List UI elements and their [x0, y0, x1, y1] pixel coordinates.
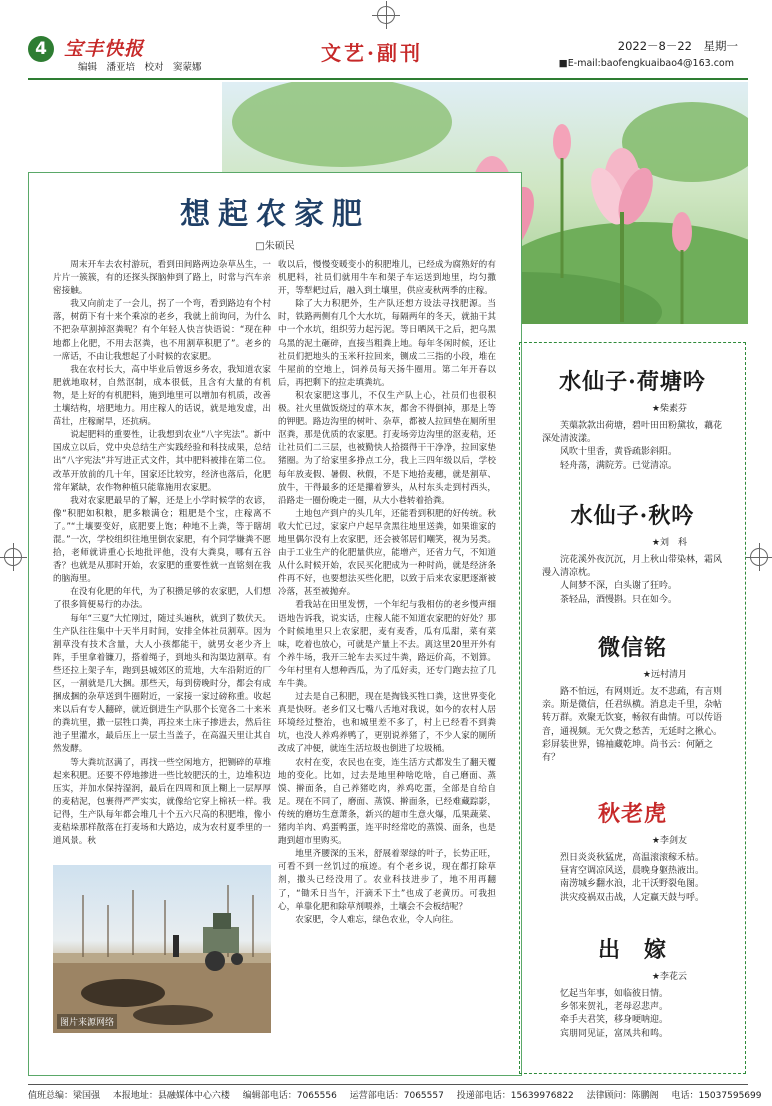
paragraph: 在没有化肥的年代，为了积攒足够的农家肥，人们想了很多简便易行的办法。: [53, 587, 271, 611]
poem: [520, 365, 745, 473]
footer-item: 编辑部电话：7065556: [242, 1091, 337, 1101]
registration-mark: [750, 548, 768, 566]
poem-line: 洪灾疫祸双击战，人定赢天鼓与呼。: [560, 892, 705, 903]
poem-line: 轻舟荡，满院芳。已觉清凉。: [560, 460, 678, 471]
poem-author: ★李花云: [651, 972, 687, 982]
paragraph: 除了大力积肥外，生产队还想方设法寻找肥源。当时，铁路两侧有几个大水坑，每隔两年的冬天，就抽干其中一个水坑，组织劳力起污泥。等日晒风干之后，把乌黑乌黑的泥土砸碎，直接当粗粪上地。每年冬闲时候，还让社员们把地头的玉米秆拉回来，铡成二三指的小段，堆在牛屋前的空地上，饲养员每天扬牛圈用。第二年开春以后，再把剩下的拉走填粪坑。: [278, 299, 496, 388]
poem-line: 茶轻品，酒慢斟。只在如今。: [560, 594, 678, 605]
footer-item: 电话：15037595699: [671, 1091, 762, 1101]
paragraph: 等大粪坑沤满了，再找一些空闲地方，把铡碎的草堆起来积肥。还要不停地掺进一些比较肥沃的土，边堆积边压实，并加水保持湿润，最后在四周和顶上糊上一层厚厚的麦秸泥，包裹得严严实实，就像给它穿上棉袄一样。我记得，生产队每年都会堆几十个五六尺高的积肥堆，像小麦秸垛那样散落在打麦场和大路边，成为农村夏季里的一道风景。秋: [53, 757, 271, 847]
poem-author: ★刘 科: [651, 538, 687, 548]
paragraph: 我在农村长大，高中毕业后曾返乡务农，我知道农家肥就地取材，自然沤制，成本很低，且含有大量的有机物，是上好的有机肥料，施到地里可以增加有机质，改善土壤结构，培肥地力。用庄稼人的话说，就是地发虚，出苗壮，庄稼耐旱，还抗病。: [53, 364, 271, 428]
poem-line: 乡邻来贺礼，老母忍悲声。: [560, 1002, 669, 1013]
poem-body: [542, 988, 729, 1041]
staff-credits: 编辑 潘亚培 校对 窦蒙娜: [78, 62, 202, 73]
paragraph: 农村在变，农民也在变，连生活方式都发生了翻天覆地的变化。比如，过去是地里种啥吃啥，自己磨面、蒸馍、擀面条，自己养猪吃肉，养鸡吃蛋，全部是自给自足。现在不同了，磨面、蒸馍、擀面条，已经难藏踪影，传统的磨坊生意萧条，新兴的超市生意火爆，瓜果蔬菜、猪肉羊肉、鸡蛋鸭蛋，连平时经常吃的蒸馍、面条，也是跑到超市里购买。: [278, 757, 496, 847]
tractor-illustration: [53, 865, 271, 1033]
poem-line: 忆起当年事，如临彼日情。: [560, 989, 669, 999]
poem-line: 昼宵空调凉风送，晨晚身躯热液出。: [560, 866, 705, 877]
poem-line: 南涝城乡翻水浪，北干沃野裂龟图。: [560, 879, 705, 890]
paragraph: 过去是自己积肥，现在是掏钱买牲口粪，这世界变化真是快呀。老乡们又七嘴八舌地对我说，如今的农村人居环境经过整治，也和城里差不多了，村上已经看不到粪坑，也没人养鸡养鸭了，更别说养猪了，不少人家的厕所改成了冲便，就连生活垃圾也倒进了垃圾桶。: [278, 692, 496, 755]
poem-title: 秋老虎: [597, 801, 667, 827]
poem-body: [542, 686, 729, 765]
poem-line: 人间梦不深，白头谢了狂吟。: [560, 581, 678, 592]
paragraph: 说起肥料的重要性，让我想到农业“八字宪法”。新中国成立以后，党中央总结生产实践经验和科技成果，总结出“八字宪法”并写进正式文件，其中肥料被排在第二位。改革开放前的几十年，国家还比较穷，经济也落后，化肥常年紧缺，农作物种植只能靠施用农家肥。: [53, 430, 271, 493]
registration-mark: [377, 6, 395, 24]
poem-line: 宾朋同见证，富凤共和鸣。: [560, 1028, 669, 1039]
paragraph: 周末开车去农村游玩，看到田间路两边杂草丛生，一片片一簇簇，有的还探头探脑伸到了路上，时常与汽车亲密接触。: [53, 260, 271, 297]
poem-author: ★李剑友: [651, 836, 687, 846]
poem: [520, 499, 745, 607]
poem-line: 芙蕖款款出荷塘，碧叶田田粉黛妆，藕花深处清波漾。: [542, 421, 723, 445]
paragraph: 土地包产到户的头几年，还能看到积肥的好传统。秋收大忙已过，家家户户起早贪黑往地里送粪，如果谁家的地里偶尔没有上农家肥，还会被邻居们嘲笑，视为另类。由于工业生产的化肥量供应，能增产，还省力气，不知道从什么时候开始，农民买化肥成为一种时尚，就是经济条件再不好，也要想法买些化肥，以致于后来农家肥逐渐被冷落，甚至被抛弃。: [278, 508, 496, 598]
contact-email: ■E-mail:baofengkuaibao4@163.com: [558, 58, 734, 69]
poem-title: 水仙子·秋吟: [570, 503, 695, 529]
article-box: [28, 172, 522, 1076]
poem-author: ★柴素芬: [651, 404, 687, 414]
paragraph: 积农家肥这事儿，不仅生产队上心，社员们也很积极。社火里做饭烧过的草木灰，都舍不得倒掉，那是上等的钾肥。路边沟里的树叶、杂草，都被人拉回垫在厕所里沤粪，那是优质的农家肥。打麦场旁边沟里的沤麦秸，还让社员们二三层，也被勤快人拾掇得干干净净，拉回家垫猪圈。为了给家里多挣点工分，我上三四年级以后，学校每年放麦假、暑假、秋假，不是下地拾麦穗，就是割草、放牛，干得最多的还是攥着箩头，从村东头走到村西头，沿路走一圈份晚走一圈，从大小巷转着拾粪。: [278, 390, 496, 506]
poem-body: [542, 852, 729, 905]
poem-line: 浣花溪外夜沉沉，月上秋山带染林，霜风漫入清凉枕。: [542, 555, 723, 579]
paragraph: 农家肥，令人难忘，绿色农业，令人向往。: [295, 914, 459, 925]
article-column-2: [278, 259, 496, 1067]
paragraph: 我又向前走了一会儿，拐了一个弯，看到路边有个村落，树荫下有十来个乘凉的老乡，我就上前询问，为什么不把杂草割掉沤粪呢？有个年轻人快言快语说：“现在种地都上化肥，不用去沤粪，也不用割草积肥了”。老乡的一席话，不由让我想起了小时候的农家肥。: [53, 299, 271, 362]
poem-line: 牵手夫君笑，移身哽呐迎。: [560, 1015, 669, 1026]
poems-panel: [519, 342, 746, 1074]
poem-line: 烈日炎炎秋猛虎，高温滚滚稼禾枯。: [560, 853, 705, 863]
paragraph: 地里齐腰深的玉米，舒展着翠绿的叶子，长势正旺，可看不到一丝饥过的痕迹。有个老乡说，现在都打除草剂，撒头已经没用了。农业科技进步了，地不用再翻了，“锄禾日当午，汗滴禾下土”也成了老黄历。可我担心，单靠化肥和除草剂喂养，土壤会不会板结呢？: [278, 849, 496, 912]
paragraph: 每年“三夏”大忙刚过，随过头遍秋，就到了数伏天。生产队往往集中十天半月时间，安排全体社员割草。因为割草没有技术含量，大人小孩都能干，就男女老少齐上阵，手里拿着镰刀，搭着绳子，到地头和沟渠边割草。有些还拉上架子车，跑到县城郊区的荒地，大车沿附近的厂区，一割就是几大捆。那些天，每到傍晚时分，都会有成捆成捆的杂草送到牛圈附近，一家接一家过磅称重。收起来以后有专人翻碎，就近倒进生产队那个长宽各二十来米的粪坑里，撒一层牲口粪，再拉来土床子掺进去，然后往池子里灌水，最后压上一层土当盖子，在高温天里让其自然发酵。: [53, 613, 271, 755]
paragraph: 看我站在田里发愣，一个年纪与我相仿的老乡慢声细语地告诉我，说实话，庄稼人能不知道农家肥的好处？那个时候地里只上农家肥，麦有麦香，瓜有瓜甜，菜有菜味，吃着也放心，可就是产量上不去。离这里20里开外有个养牛场，我开三轮车去买过牛粪，路远价高，不划算。今年村里有人想种西瓜，为了瓜好卖，还专门跑去拉了几车牛粪。: [278, 600, 496, 689]
poem-body: [542, 420, 729, 473]
poem-title: 微信铭: [597, 635, 667, 661]
poem-line: 风吹十里香，黄昏疏影斜阳。: [560, 447, 678, 458]
photo-caption: 图片来源网络: [57, 1014, 117, 1029]
poem-title: 出 嫁: [597, 937, 667, 963]
poem-line: 路不怕远，有网则近。友不悲疏，有言则亲。斯是微信，任君纵横。消息走千里，杂帖转万群。欢聚无饮宴，畅叙有曲情。可以传语音，通视频。无欠费之愁苦，无延时之揪心。彩屏装世界，锦袖藏乾坤。尚书云：何陋之有？: [542, 687, 723, 764]
paper-name: 宝丰快报: [64, 38, 145, 60]
article-author: □朱硕民: [255, 241, 295, 252]
poem-body: [542, 554, 729, 607]
footer-item: 投递部电话：15639976822: [456, 1091, 574, 1101]
poem: [520, 933, 745, 1041]
issue-date: 2022－8－22 星期一: [617, 39, 738, 53]
footer-item: 运营部电话：7065557: [349, 1091, 444, 1101]
poem: [520, 797, 745, 905]
paragraph: 收以后，慢慢变暖变小的积肥堆儿，已经成为腐熟好的有机肥料，社员们就用牛车和架子车运送到地里，均匀撒开，等犁耙过后，融入到土壤里，供应麦秋两季的庄稼。: [278, 260, 496, 297]
page-header: [28, 34, 748, 74]
section-title: 文艺·副刊: [321, 41, 423, 65]
poem-title: 水仙子·荷塘吟: [559, 369, 706, 395]
poem: [520, 631, 745, 765]
farm-photo: [53, 865, 271, 1033]
header-rule: [28, 78, 748, 80]
registration-mark: [4, 548, 22, 566]
page-footer: [28, 1088, 762, 1101]
page-number: 4: [28, 36, 54, 62]
footer-rule: [28, 1084, 748, 1085]
article-title: 想起农家肥: [180, 197, 370, 232]
footer-item: 法律顾问：陈鹏阁: [586, 1091, 659, 1101]
paragraph: 我对农家肥最早的了解，还是上小学时候学的农谚，像“积肥如积粮，肥多粮满仓；粗肥是个宝，庄稼离不了。”“土壤要变好，底肥要上饱；种地不上粪，等于瞎胡混。”一次，学校组织往地里倒农家肥，有个同学嫌粪不愿拾，老师就讲重心长地批评他，没有大粪臭，哪有五谷香？也就是从那时开始，农家肥的重要性就一直铭刻在我的脑海里。: [53, 495, 271, 585]
article-column-1: [53, 259, 271, 859]
footer-item: 本报地址：县融媒体中心六楼: [112, 1091, 230, 1101]
poem-author: ★远村清月: [642, 670, 687, 680]
footer-item: 值班总编：梁国强: [28, 1091, 101, 1101]
